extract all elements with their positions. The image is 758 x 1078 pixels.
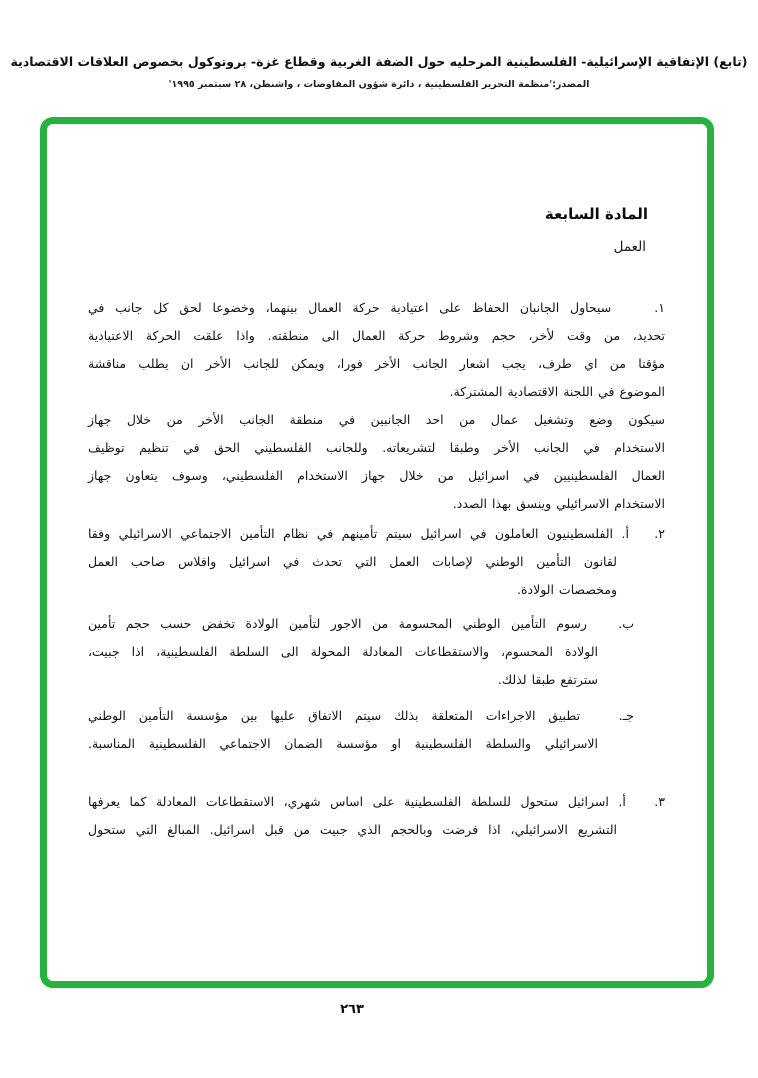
paragraph-item-2c xyxy=(88,702,665,758)
text-line: سترتفع طبقا لذلك. xyxy=(497,672,598,687)
text-line: الاسرائيلي والسلطة الفلسطينية او مؤسسة الضمان الاجتماعي الفلسطينية المناسبة. xyxy=(88,736,598,751)
text-line: سيكون وضع وتشغيل عمال من احد الجانبين في منطقة الجانب الأخر من خلال جهاز xyxy=(88,412,665,427)
text-line: الولادة المحسوم، والاستقطاعات المعادلة المحولة الى السلطة الفلسطينية، اذا جبيت، xyxy=(88,644,598,659)
document-source: المصدر:'منظمة التحرير الفلسطينية ، دائرة شؤون المفاوضات ، واشنطن، ٢٨ سبتمبر ١٩٩٥' xyxy=(168,79,590,90)
text-line: ١. سيحاول الجانبان الحفاظ على اعتيادية حركة العمال بينهما، وخضوعا لحق كل جانب في xyxy=(88,300,665,315)
page-header xyxy=(0,52,758,90)
page-number: ٢٦٣ xyxy=(340,1002,364,1017)
document-title: (تابع) الإتفاقية الإسرائيلية- الفلسطينية المرحليه حول الضفة الغربية وقطاع غزة- بروتوكول بخصوص العلاقات الاقتصادية xyxy=(10,54,748,69)
article-text xyxy=(88,294,665,844)
text-line: ب. رسوم التأمين الوطني المحسومة من الاجور لتأمين الولادة تخفض حسب حجم تأمين xyxy=(88,616,634,631)
text-line: لقانون التأمين الوطني لإصابات العمل التي تحدث في اسرائيل وافلاس صاحب العمل xyxy=(88,554,617,569)
text-line: ومخصصات الولادة. xyxy=(517,582,617,597)
article-subheading: العمل xyxy=(613,239,646,255)
paragraph-item-1-continuation xyxy=(88,406,665,518)
text-line: العمال الفلسطينيين في اسرائيل من خلال جهاز الاستخدام الفلسطيني، وسوف يتعاون جهاز xyxy=(88,468,665,483)
paragraph-item-3a xyxy=(88,788,665,844)
text-line: مؤقتا من اي طرف، يجب اشعار الجانب الأخر فورا، ويمكن للجانب الأخر ان يطلب مناقشة xyxy=(88,356,665,371)
text-line: جـ. تطبيق الاجراءات المتعلقة بذلك سيتم الاتفاق عليها بين مؤسسة التأمين الوطني xyxy=(88,708,634,723)
text-line: تحديد، من وقت لأخر، حجم وشروط حركة العمال الى منطقته. واذا علقت الحركة الاعتيادية xyxy=(88,328,665,343)
text-line: التشريع الاسرائيلي، اذا فرضت وبالحجم الذي جبيت من قبل اسرائيل. المبالغ التي ستحول xyxy=(88,822,617,837)
document-body xyxy=(40,117,714,988)
text-line: الموضوع في اللجنة الاقتصادية المشتركة. xyxy=(449,384,665,399)
text-line: الاستخدام الاسرائيلي وينسق بهذا الصدد. xyxy=(452,496,665,511)
text-line: ٣. أ. اسرائيل ستحول للسلطة الفلسطينية على اساس شهري، الاستقطاعات المعادلة كما يعرفها xyxy=(88,794,665,809)
paragraph-item-2b xyxy=(88,610,665,694)
article-heading: المادة السابعة xyxy=(544,205,648,223)
paragraph-item-2a xyxy=(88,520,665,604)
text-line: ٢. أ. الفلسطينيون العاملون في اسرائيل سيتم تأمينهم في نظام التأمين الاجتماعي الاسرائيلي وفقا xyxy=(88,526,665,541)
text-line: الاستخدام في الجانب الأخر وطبقا لتشريعاته. وللجانب الفلسطيني الحق في تنظيم توظيف xyxy=(88,440,665,455)
paragraph-item-1 xyxy=(88,294,665,406)
